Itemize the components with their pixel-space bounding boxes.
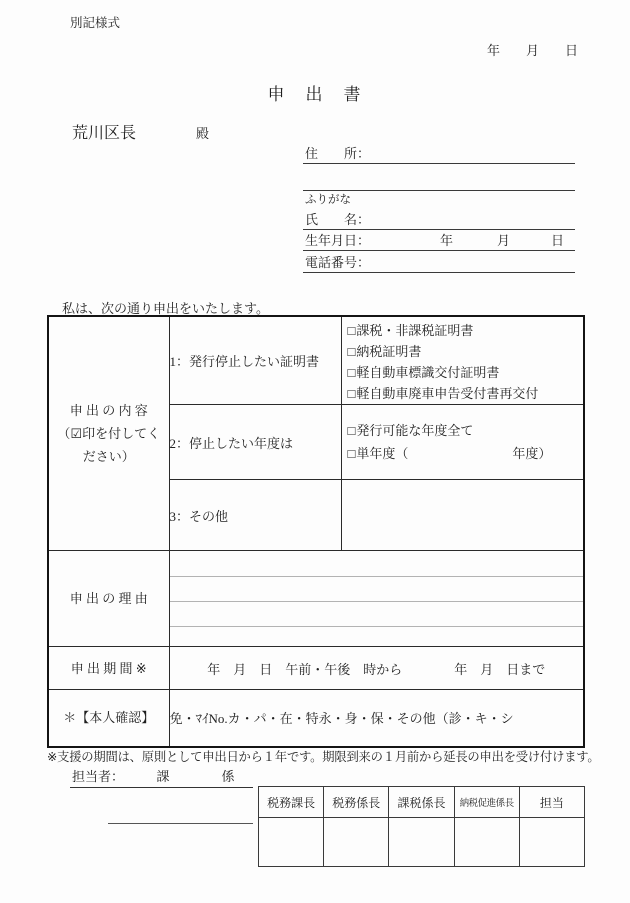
- birthdate-label: 生年月日：: [305, 233, 371, 248]
- application-table: [47, 315, 585, 748]
- identity-header-cell: ＊【本人確認】: [48, 690, 169, 747]
- address-field-line2[interactable]: [303, 164, 575, 191]
- checkbox-option[interactable]: [348, 341, 584, 362]
- birth-year-unit: 年: [440, 233, 454, 248]
- approval-stamp-cell[interactable]: [259, 818, 324, 867]
- row1-label-cell: 1：発行停止したい証明書: [169, 316, 341, 405]
- reason-input-line[interactable]: [170, 627, 584, 646]
- row2-options-cell: [341, 405, 584, 480]
- approval-stamp-cell[interactable]: [389, 818, 454, 867]
- approval-stamp-cell[interactable]: [454, 818, 519, 867]
- reason-input-line[interactable]: [170, 602, 584, 627]
- checkbox-option[interactable]: [348, 419, 584, 442]
- birth-day-unit: 日: [551, 233, 565, 248]
- applicant-info-block: [303, 146, 575, 273]
- checkbox-icon: □: [347, 323, 356, 338]
- content-header-line2: （☑印を付してく: [57, 426, 161, 441]
- reason-input-line[interactable]: [170, 551, 584, 577]
- addressee-honorific: 殿: [196, 126, 210, 141]
- approval-stamp-cell[interactable]: [519, 818, 584, 867]
- birthdate-field[interactable]: [303, 230, 575, 251]
- phone-label: 電話番号：: [305, 255, 371, 270]
- checkbox-option[interactable]: [348, 442, 584, 465]
- reason-header-cell: 申 出 の 理 由: [48, 551, 169, 647]
- checkbox-option-label: 単年度（ 年度）: [356, 446, 552, 461]
- period-header-cell: 申 出 期 間 ※: [48, 647, 169, 690]
- approval-header-cell: 担当: [519, 787, 584, 818]
- birth-month-unit: 月: [497, 233, 511, 248]
- row1-options-cell: [341, 316, 584, 405]
- checkbox-option[interactable]: [348, 383, 584, 404]
- signature-line[interactable]: [108, 823, 253, 824]
- identity-check-options[interactable]: 免・ﾏｲNo.カ・パ・在・特永・身・保・その他（診・キ・シ: [169, 690, 584, 747]
- checkbox-option-label: 納税証明書: [356, 344, 422, 359]
- reason-input-cell[interactable]: [169, 551, 584, 647]
- checkbox-icon: □: [347, 365, 356, 380]
- page-title: 申 出 書: [267, 85, 363, 104]
- approval-stamp-cell[interactable]: [324, 818, 389, 867]
- staff-assignment-field[interactable]: 担当者： 課 係: [70, 766, 253, 788]
- address-label: 住 所：: [305, 146, 371, 161]
- phone-field[interactable]: [303, 251, 575, 273]
- checkbox-icon: □: [347, 423, 356, 438]
- row3-label-cell: 3：その他: [169, 480, 341, 551]
- addressee: [72, 120, 209, 143]
- approval-stamp-table: [258, 786, 585, 867]
- row3-other-blank-cell[interactable]: [341, 480, 584, 551]
- checkbox-option[interactable]: [348, 362, 584, 383]
- checkbox-icon: □: [347, 344, 356, 359]
- checkbox-option-label: 発行可能な年度全て: [356, 423, 474, 438]
- date-field[interactable]: 年 月 日: [486, 43, 578, 58]
- approval-header-cell: 税務課長: [259, 787, 324, 818]
- checkbox-option-label: 課税・非課税証明書: [356, 323, 474, 338]
- content-header-line1: 申 出 の 内 容: [69, 403, 148, 418]
- row2-label-cell: 2：停止したい年度は: [169, 405, 341, 480]
- checkbox-option-label: 軽自動車廃車申告受付書再交付: [356, 386, 539, 401]
- furigana-label: ふりがな: [305, 194, 351, 206]
- approval-header-cell: 税務係長: [324, 787, 389, 818]
- checkbox-icon: □: [347, 446, 356, 461]
- name-field[interactable]: [303, 208, 575, 230]
- reason-input-line[interactable]: [170, 577, 584, 602]
- addressee-name: 荒川区長: [72, 125, 137, 142]
- content-header-cell: [48, 316, 169, 551]
- address-field[interactable]: [303, 146, 575, 164]
- checkbox-option-label: 軽自動車標識交付証明書: [356, 365, 500, 380]
- checkbox-icon: □: [347, 386, 356, 401]
- declaration-text: 私は、次の通り申出をいたします。: [62, 301, 269, 316]
- content-header-line3: ださい）: [82, 449, 135, 464]
- approval-header-cell: 課税係長: [389, 787, 454, 818]
- form-style-note: 別記様式: [70, 16, 121, 30]
- name-label: 氏 名：: [305, 212, 371, 227]
- period-field[interactable]: 年 月 日 午前・午後 時から 年 月 日まで: [169, 647, 584, 690]
- checkbox-option[interactable]: [348, 320, 584, 341]
- approval-header-cell: 納税促進係長: [454, 787, 519, 818]
- support-period-note: ※支援の期間は、原則として申出日から１年です。期限到来の１月前から延長の申出を受け付けます。: [47, 750, 600, 764]
